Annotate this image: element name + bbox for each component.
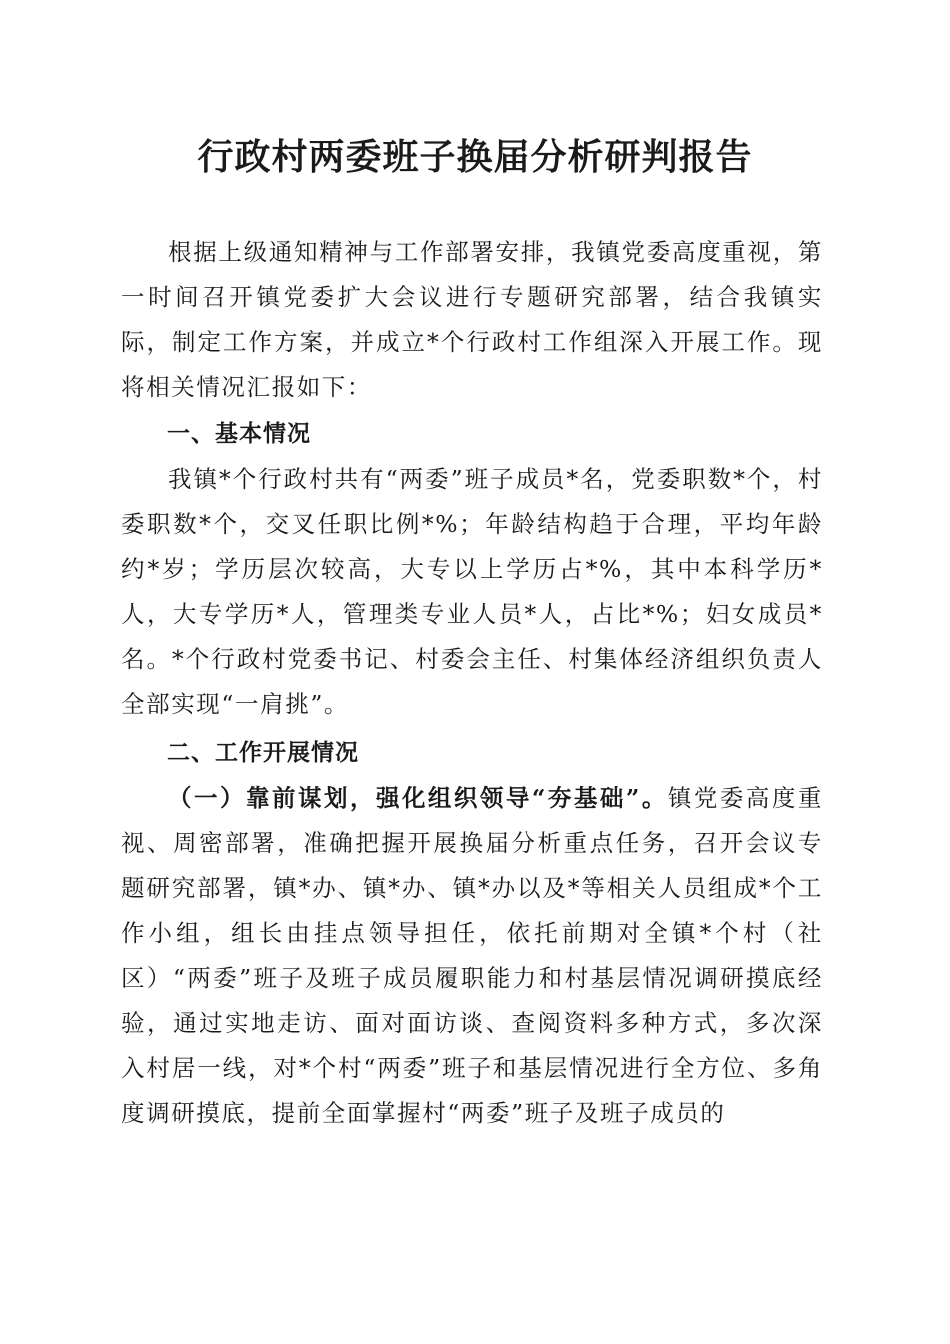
work-progress-paragraph xyxy=(121,776,823,1136)
intro-paragraph: 根据上级通知精神与工作部署安排，我镇党委高度重视，第一时间召开镇党委扩大会议进行专题研究部署，结合我镇实际，制定工作方案，并成立*个行政村工作组深入开展工作。现将相关情况汇报如下： xyxy=(121,238,823,401)
section-heading-work-progress: 二、工作开展情况 xyxy=(167,740,359,766)
document-body xyxy=(121,230,823,1136)
document-title: 行政村两委班子换届分析研判报告 xyxy=(197,136,753,178)
section-heading-basic-situation: 一、基本情况 xyxy=(167,421,311,447)
subsection-body: 镇党委高度重视、周密部署，准确把握开展换届分析重点任务，召开会议专题研究部署，镇*办、镇*办、镇*办以及*等相关人员组成*个工作小组，组长由挂点领导担任，依托前期对全镇*个村（社区）“两委”班子及班子成员履职能力和村基层情况调研摸底经验，通过实地走访、面对面访谈、查阅资料多种方式，多次深入村居一线，对*个村“两委”班子和基层情况进行全方位、多角度调研摸底，提前全面掌握村“两委”班子及班子成员的 xyxy=(121,784,823,1127)
subsection-lead: （一）靠前谋划，强化组织领导“夯基础”。 xyxy=(168,784,668,812)
basic-situation-paragraph: 我镇*个行政村共有“两委”班子成员*名，党委职数*个，村委职数*个，交叉任职比例*%；年龄结构趋于合理，平均年龄约*岁；学历层次较高，大专以上学历占*%，其中本科学历*人，大专学历*人，管理类专业人员*人，占比*%；妇女成员*名。*个行政村党委书记、村委会主任、村集体经济组织负责人全部实现“一肩挑”。 xyxy=(121,465,823,718)
